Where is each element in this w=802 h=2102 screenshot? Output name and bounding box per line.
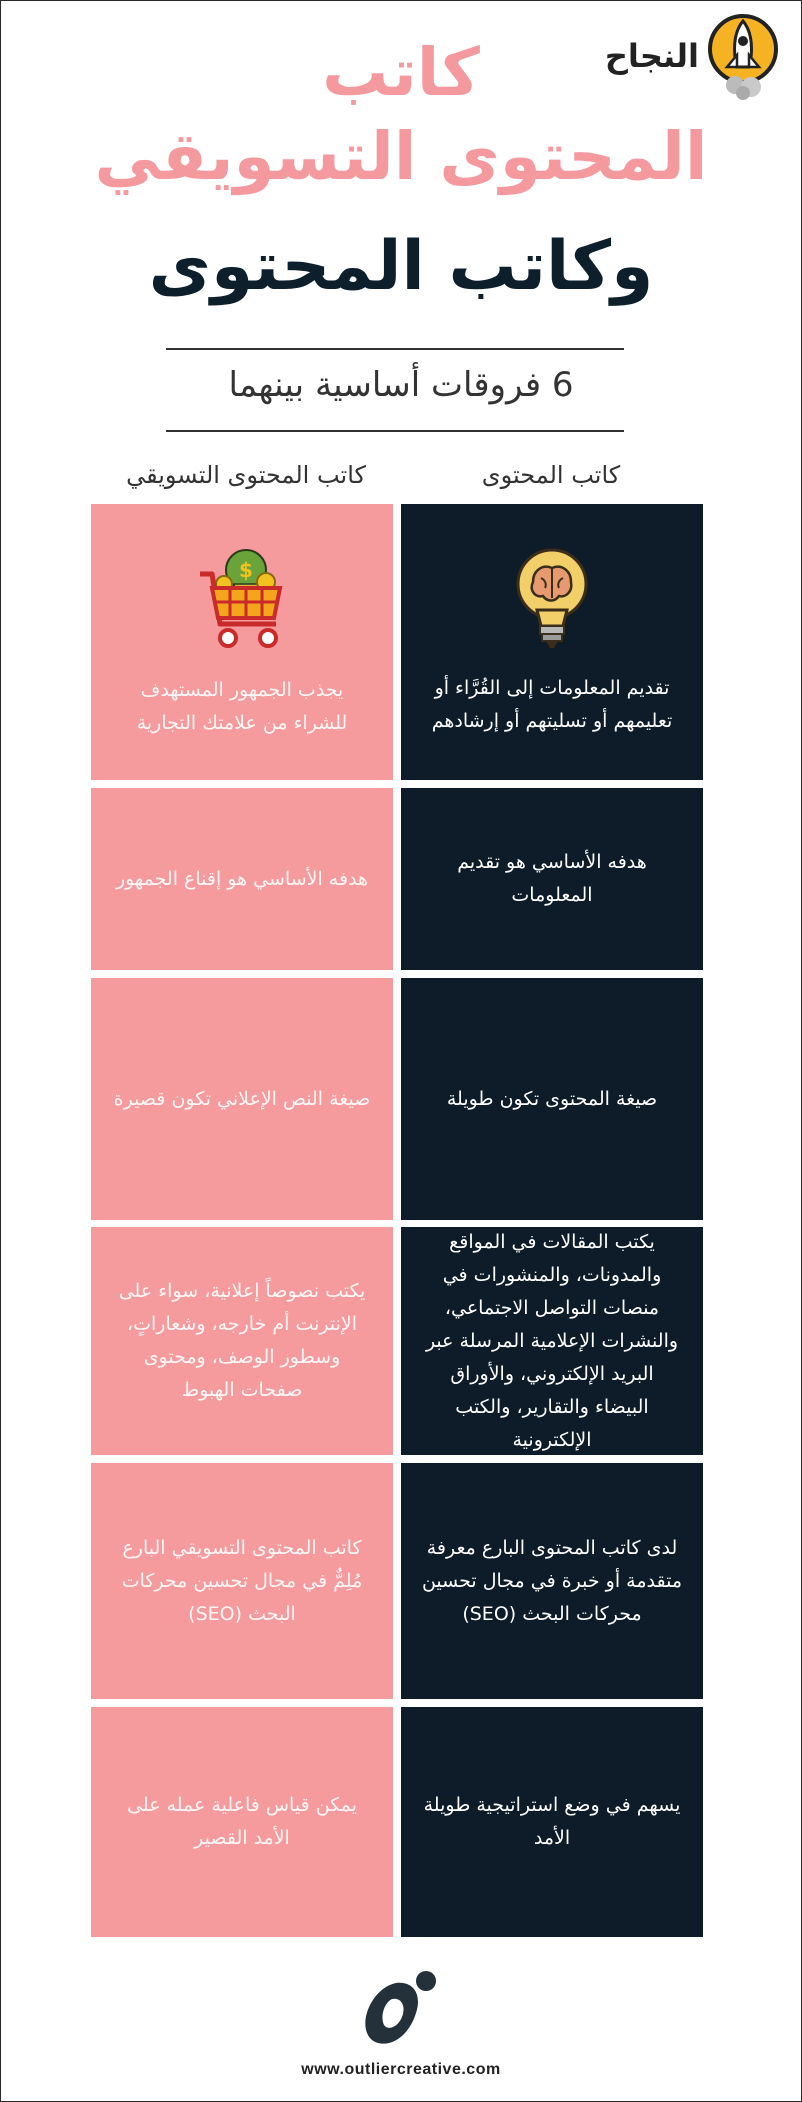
column-header-content-writer: كاتب المحتوى: [481, 461, 621, 489]
outlier-logo-icon: [356, 1969, 446, 2053]
marketing-writer-cell-2: [91, 788, 393, 970]
content-writer-cell-2: [401, 788, 703, 970]
content-writer-text-1: تقديم المعلومات إلى القُرَّاء أو تعليمهم أو تسليتهم أو إرشادهم: [431, 677, 673, 732]
column-header-marketing-writer: كاتب المحتوى التسويقي: [126, 461, 366, 489]
marketing-writer-text-6: يمكن قياس فاعلية عمله على الأمد القصير: [127, 1794, 357, 1849]
marketing-writer-text-1: يجذب الجمهور المستهدف للشراء من علامتك التجارية: [136, 679, 348, 734]
marketing-writer-cell-1: [91, 504, 393, 780]
content-writer-cell-5: [401, 1463, 703, 1699]
content-writer-text-2: هدفه الأساسي هو تقديم المعلومات: [457, 851, 647, 906]
title-block: [1, 31, 801, 309]
marketing-writer-cell-6: [91, 1707, 393, 1937]
title-line-2: المحتوى التسويقي: [94, 118, 708, 195]
content-writer-text-6: يسهم في وضع استراتيجية طويلة الأمد: [423, 1794, 681, 1849]
title-line-1: كاتب: [322, 34, 480, 111]
content-writer-cell-4: [401, 1227, 703, 1455]
marketing-writer-text-4: يكتب نصوصاً إعلانية، سواء على الإنترنت أم خارجه، وشعاراتٍ، وسطور الوصف، ومحتوى صفحات الهبوط: [118, 1280, 366, 1401]
content-writer-text-4: يكتب المقالات في المواقع والمدونات، والمنشورات في منصات التواصل الاجتماعي، والنشرات الإعلامية المرسلة عبر البريد الإلكتروني، والأوراق البيضاء والتقارير، والكتب الإلكترونية: [425, 1230, 679, 1451]
shopping-cart-money-icon: [196, 544, 288, 656]
lightbulb-brain-icon: [513, 546, 591, 654]
marketing-writer-text-5: كاتب المحتوى التسويقي البارع مُلِمٌّ في مجال تحسين محركات البحث (SEO): [121, 1536, 363, 1625]
content-writer-text-3: صيغة المحتوى تكون طويلة: [446, 1087, 658, 1110]
title-line-3: وكاتب المحتوى: [148, 227, 654, 306]
subtitle: 6 فروقات أساسية بينهما: [228, 365, 574, 405]
marketing-writer-cell-4: [91, 1227, 393, 1455]
brand-name: النجاح: [604, 37, 699, 75]
marketing-writer-cell-3: [91, 978, 393, 1220]
content-writer-cell-3: [401, 978, 703, 1220]
content-writer-cell-6: [401, 1707, 703, 1937]
content-writer-text-5: لدى كاتب المحتوى البارع معرفة متقدمة أو خبرة في مجال تحسين محركات البحث (SEO): [421, 1536, 683, 1625]
divider-top: [166, 348, 624, 350]
content-writer-cell-1: [401, 504, 703, 780]
svg-text:$: $: [239, 558, 253, 582]
footer-url[interactable]: www.outliercreative.com: [301, 2061, 501, 2078]
marketing-writer-text-3: صيغة النص الإعلاني تكون قصيرة: [113, 1087, 371, 1110]
divider-bottom: [166, 430, 624, 432]
marketing-writer-text-2: هدفه الأساسي هو إقناع الجمهور: [115, 867, 369, 890]
marketing-writer-cell-5: [91, 1463, 393, 1699]
